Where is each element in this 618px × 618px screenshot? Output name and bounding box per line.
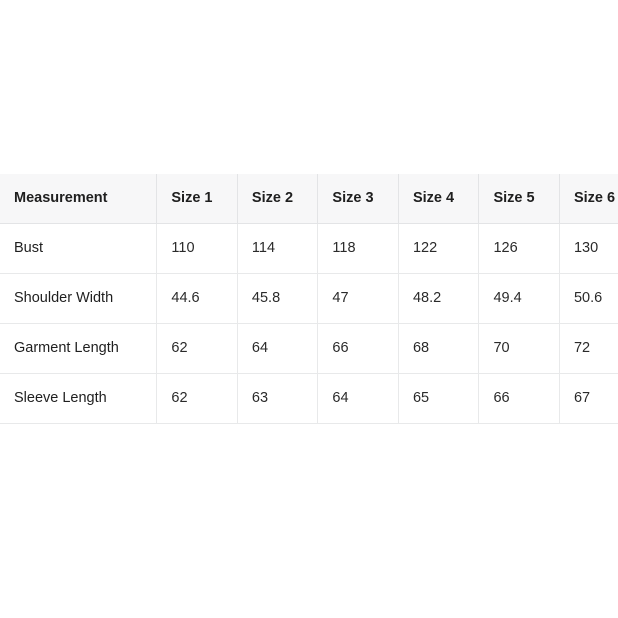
table-cell: 122: [398, 224, 479, 274]
table-body: [0, 224, 618, 424]
table-cell: 110: [157, 224, 238, 274]
table-cell: 48.2: [398, 274, 479, 324]
table-row: [0, 274, 618, 324]
table-cell: 66: [479, 374, 560, 424]
row-label-bust: Bust: [0, 224, 157, 274]
column-header-size-1: Size 1: [157, 174, 238, 224]
table-row: [0, 374, 618, 424]
column-header-size-2: Size 2: [237, 174, 318, 224]
table-cell: 62: [157, 324, 238, 374]
row-label-shoulder-width: Shoulder Width: [0, 274, 157, 324]
table-cell: 72: [559, 324, 618, 374]
column-header-size-5: Size 5: [479, 174, 560, 224]
table-cell: 64: [237, 324, 318, 374]
table-cell: 44.6: [157, 274, 238, 324]
size-chart-table: [0, 174, 618, 424]
table-cell: 47: [318, 274, 399, 324]
table-cell: 66: [318, 324, 399, 374]
row-label-sleeve-length: Sleeve Length: [0, 374, 157, 424]
table-cell: 68: [398, 324, 479, 374]
column-header-size-6: Size 6: [559, 174, 618, 224]
table-cell: 70: [479, 324, 560, 374]
column-header-size-4: Size 4: [398, 174, 479, 224]
table-cell: 114: [237, 224, 318, 274]
table-header: [0, 174, 618, 224]
size-chart-container: [0, 174, 618, 424]
table-cell: 62: [157, 374, 238, 424]
table-cell: 65: [398, 374, 479, 424]
table-cell: 126: [479, 224, 560, 274]
table-cell: 67: [559, 374, 618, 424]
column-header-size-3: Size 3: [318, 174, 399, 224]
table-cell: 63: [237, 374, 318, 424]
table-row: [0, 324, 618, 374]
table-cell: 64: [318, 374, 399, 424]
table-cell: 50.6: [559, 274, 618, 324]
row-label-garment-length: Garment Length: [0, 324, 157, 374]
table-row: [0, 224, 618, 274]
table-header-row: [0, 174, 618, 224]
table-cell: 118: [318, 224, 399, 274]
table-cell: 49.4: [479, 274, 560, 324]
table-cell: 45.8: [237, 274, 318, 324]
table-cell: 130: [559, 224, 618, 274]
column-header-measurement: Measurement: [0, 174, 157, 224]
